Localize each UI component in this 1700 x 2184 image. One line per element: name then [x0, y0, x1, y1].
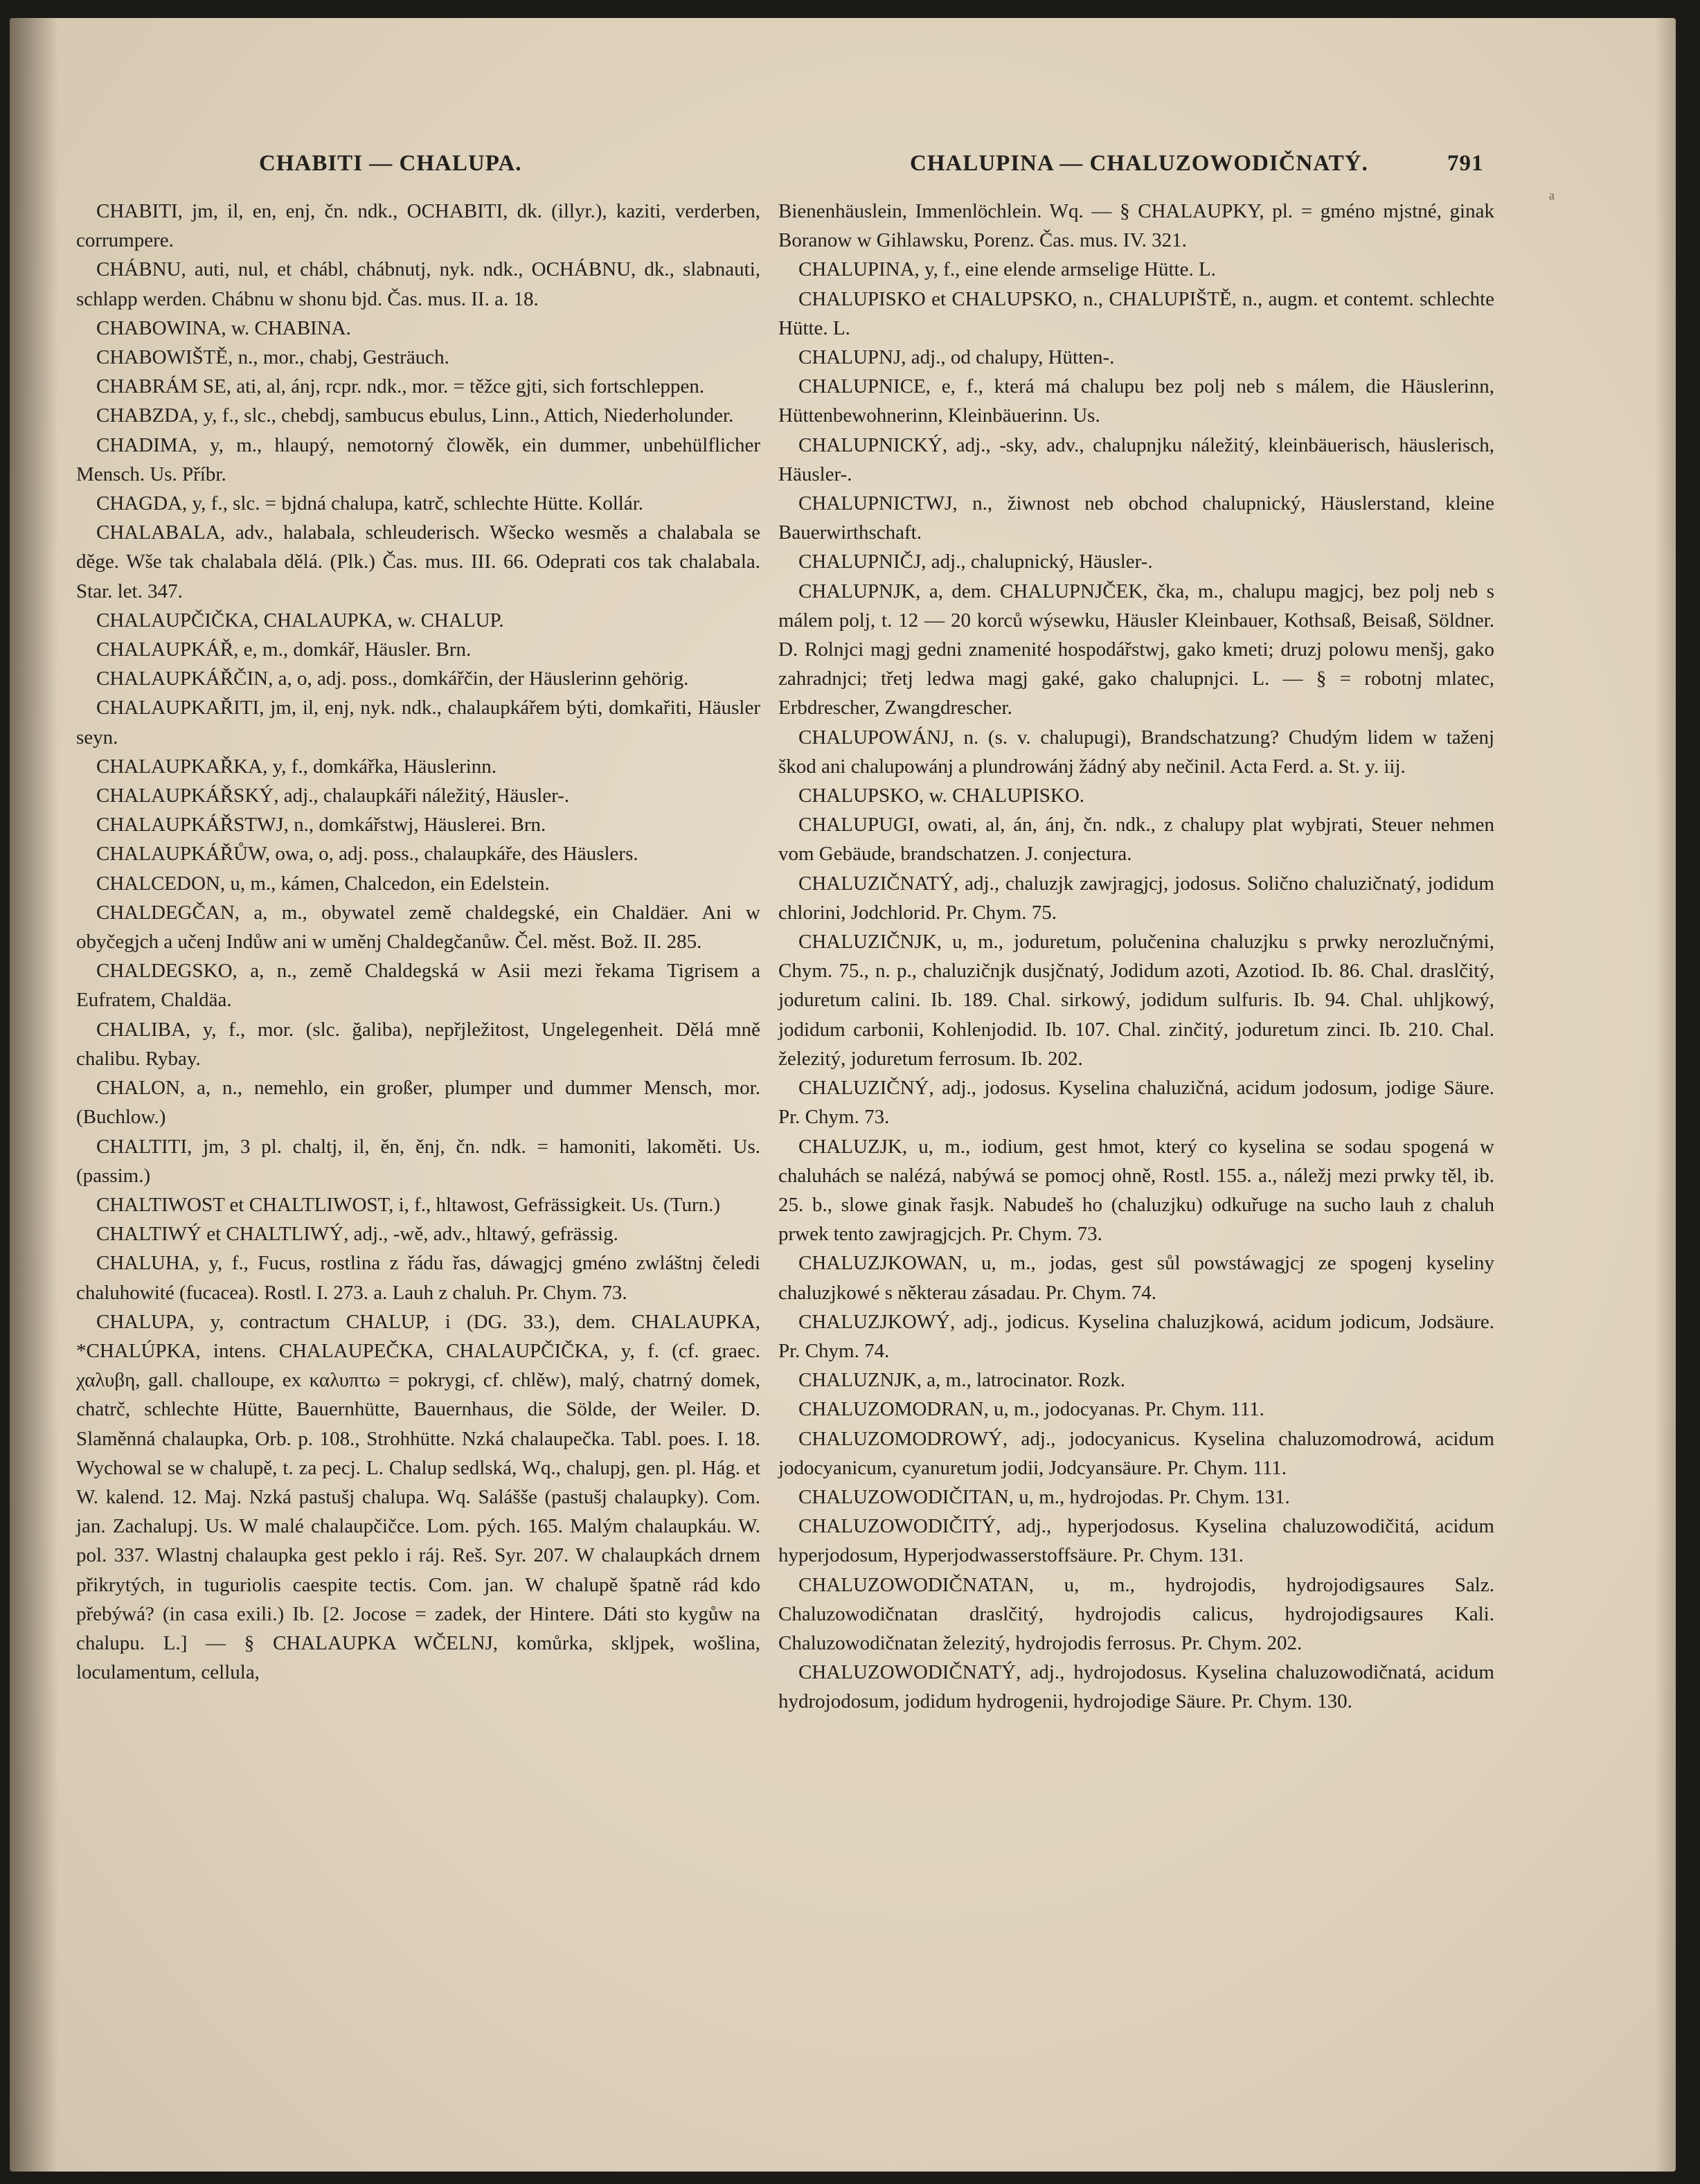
dictionary-entry: CHALUZNJK, a, m., latrocinator. Rozk.	[798, 1369, 1125, 1392]
edge-shadow	[1655, 18, 1676, 2172]
dictionary-entry: CHALUZIČNATÝ, adj., chaluzjk zawjragjcj, jodosus. Solično chaluzičnatý, jodidum chlorini, Jodchlorid. Pr. Chym. 75.	[778, 872, 1494, 924]
gutter-shadow	[10, 18, 58, 2172]
dictionary-entry: CHALTIWÝ et CHALTLIWÝ, adj., -wě, adv., hltawý, gefrässig.	[96, 1223, 618, 1246]
dictionary-entry: Bienenhäuslein, Immenlöchlein. Wq. — § CHALAUPKY, pl. = gméno mjstné, ginak Boranow w Gihlawsku, Porenz. Čas. mus. IV. 321.	[778, 200, 1494, 252]
dictionary-entry: CHALUZOMODROWÝ, adj., jodocyanicus. Kyselina chaluzomodrowá, acidum jodocyanicum, cyanuretum jodii, Jodcyansäure. Pr. Chym. 111.	[778, 1427, 1494, 1479]
dictionary-entry: CHAGDA, y, f., slc. = bjdná chalupa, katrč, schlechte Hütte. Kollár.	[96, 492, 644, 515]
dictionary-entry: CHALUPNJ, adj., od chalupy, Hütten-.	[798, 346, 1115, 369]
dictionary-entry: CHALTIWOST et CHALTLIWOST, i, f., hltawost, Gefrässigkeit. Us. (Turn.)	[96, 1193, 721, 1216]
dictionary-entry: CHALUPNIČJ, adj., chalupnický, Häusler-.	[798, 551, 1153, 573]
dictionary-entry: CHALON, a, n., nemehlo, ein großer, plumper und dummer Mensch, mor. (Buchlow.)	[76, 1077, 760, 1129]
dictionary-entry: CHALTITI, jm, 3 pl. chaltj, il, ěn, ěnj, čn. ndk. = hamoniti, lakoměti. Us. (passim.)	[76, 1135, 760, 1187]
right-column	[778, 197, 1494, 1717]
dictionary-entry: CHALUZIČNÝ, adj., jodosus. Kyselina chaluzičná, acidum jodosum, jodige Säure. Pr. Chym. 73.	[778, 1077, 1494, 1129]
dictionary-entry: CHALUZOMODRAN, u, m., jodocyanas. Pr. Chym. 111.	[798, 1398, 1264, 1421]
dictionary-entry: CHALUPISKO et CHALUPSKO, n., CHALUPIŠTĚ, n., augm. et contemt. schlechte Hütte. L.	[778, 287, 1494, 339]
dictionary-entry: CHALUZOWODIČNATÝ, adj., hydrojodosus. Kyselina chaluzowodičnatá, acidum hydrojodosum, jodidum hydrogenii, hydrojodige Säure. Pr. Chym. 130.	[778, 1661, 1494, 1713]
dictionary-entry: CHALAUPKÁŘČIN, a, o, adj. poss., domkářčin, der Häuslerinn gehörig.	[96, 668, 689, 690]
dictionary-entry: CHALDEGSKO, a, n., země Chaldegská w Asii mezi řekama Tigrisem a Eufratem, Chaldäa.	[76, 960, 760, 1012]
dictionary-entry: CHALUZOWODIČNATAN, u, m., hydrojodis, hydrojodigsaures Salz. Chaluzowodičnatan draslčitý, hydrojodis calicus, hydrojodigsaures Kali. Chaluzowodičnatan železitý, hydrojodis ferrosus. Pr. Chym. 202.	[778, 1573, 1494, 1654]
dictionary-entry: CHALAUPKÁŘŮW, owa, o, adj. poss., chalaupkáře, des Häuslers.	[96, 843, 638, 866]
dictionary-entry: CHABRÁM SE, ati, al, ánj, rcpr. ndk., mor. = těžce gjti, sich fortschleppen.	[96, 375, 705, 398]
dictionary-entry: CHALUPNICKÝ, adj., -sky, adv., chalupnjku náležitý, kleinbäuerisch, häuslerisch, Häusler-.	[778, 433, 1494, 485]
dictionary-entry: CHABOWIŠTĚ, n., mor., chabj, Gesträuch.	[96, 346, 449, 369]
dictionary-entry: CHALUPSKO, w. CHALUPISKO.	[798, 785, 1085, 807]
dictionary-entry: CHALUPUGI, owati, al, án, ánj, čn. ndk., z chalupy plat wybjrati, Steuer nehmen vom Gebäude, brandschatzen. J. conjectura.	[778, 814, 1494, 866]
dictionary-entry: CHALUPINA, y, f., eine elende armselige Hütte. L.	[798, 258, 1216, 281]
dictionary-entry: CHÁBNU, auti, nul, et chábl, chábnutj, nyk. ndk., OCHÁBNU, dk., slabnauti, schlapp werden. Chábnu w shonu bjd. Čas. mus. II. a. 18.	[76, 258, 760, 310]
dictionary-entry: CHALUZJK, u, m., iodium, gest hmot, který co kyselina se sodau spogená w chaluhách se nalézá, nabýwá se pomocj ohně, Rostl. 155. a., náležj mezi prwky těl, ib. 25. b., slowe ginak řasjk. Nabudeš ho (chaluzjku) odkuřuge na sucho lauh z chaluh prwek tento zawjragjcjch. Pr. Chym. 73.	[778, 1135, 1494, 1246]
dictionary-entry: CHALUZOWODIČITÝ, adj., hyperjodosus. Kyselina chaluzowodičitá, acidum hyperjodosum, Hyperjodwasserstoffsäure. Pr. Chym. 131.	[778, 1515, 1494, 1567]
left-column	[76, 197, 760, 1687]
running-head-left: CHABITI — CHALUPA.	[259, 151, 522, 176]
dictionary-entry: CHABOWINA, w. CHABINA.	[96, 316, 351, 339]
dictionary-entry: CHALAUPČIČKA, CHALAUPKA, w. CHALUP.	[96, 609, 504, 632]
dictionary-entry: CHALUZIČNJK, u, m., joduretum, polučenina chaluzjku s prwky nerozlučnými, Chym. 75., n. p., chaluzičnjk dusjčnatý, Jodidum azoti, Azotiod. Ib. 86. Chal. draslčitý, joduretum calini. Ib. 189. Chal. sirkowý, jodidum sulfuris. Ib. 94. Chal. uhljkowý, jodidum carbonii, Kohlenjodid. Ib. 107. Chal. zinčitý, joduretum zinci. Ib. 210. Chal. železitý, joduretum ferrosum. Ib. 202.	[778, 931, 1494, 1070]
dictionary-entry: CHABITI, jm, il, en, enj, čn. ndk., OCHABITI, dk. (illyr.), kaziti, verderben, corrumpere.	[76, 200, 760, 252]
running-head-right: CHALUPINA — CHALUZOWODIČNATÝ.	[910, 151, 1368, 176]
dictionary-entry: CHALAUPKÁŘSKÝ, adj., chalaupkáři náležitý, Häusler-.	[96, 785, 570, 807]
dictionary-entry: CHALAUPKAŘKA, y, f., domkářka, Häuslerinn.	[96, 755, 497, 778]
dictionary-entry: CHADIMA, y, m., hlaupý, nemotorný člowěk, ein dummer, unbehülflicher Mensch. Us. Příbr.	[76, 433, 760, 485]
dictionary-entry: CHALAUPKAŘITI, jm, il, enj, nyk. ndk., chalaupkářem býti, domkařiti, Häusler seyn.	[76, 697, 760, 749]
dictionary-entry: CHALUPNICTWJ, n., žiwnost neb obchod chalupnický, Häuslerstand, kleine Bauerwirthschaft.	[778, 492, 1494, 544]
dictionary-entry: CHALAUPKÁŘSTWJ, n., domkářstwj, Häuslerei. Brn.	[96, 814, 546, 836]
dictionary-entry: CHALUPA, y, contractum CHALUP, i (DG. 33.), dem. CHALAUPKA, *CHALÚPKA, intens. CHALAUPEČKA, CHALAUPČIČKA, y, f. (cf. graec. χαλυβη, gall. challoupe, ex καλυπτω = pokrygi, cf. chlěw), malý, chatrný domek, chatrč, schlechte Hütte, Bauernhütte, Bauernhaus, die Sölde, der Weiler. D. Slaměnná chalaupka, Orb. p. 108., Strohhütte. Nzká chalaupečka. Tabl. poes. I. 18. Wychowal se w chalupě, t. za pecj. L. Chalup sedlská, Wq., chalupj, gen. pl. Hág. et W. kalend. 12. Maj. Nzká pastušj chalupa. Wq. Salášše (pastušj chalaupky). Com. jan. Zachalupj. Us. W malé chalaupčičce. Lom. pých. 165. Malým chalaupkáu. W. pol. 337. Wlastnj chalaupka gest peklo i ráj. Reš. Syr. 207. W chalaupkách drnem přikrytých, in tuguriolis caespite tectis. Com. jan. W chalupě špatně rád kdo přebýwá? (in casa exili.) Ib. [2. Jocose = zadek, der Hintere. Dáti sto kygůw na chalupu. L.] — § CHALAUPKA WČELNJ, komůrka, skljpek, wošlina, loculamentum, cellula,	[76, 1310, 760, 1684]
page-number: 791	[1447, 151, 1484, 176]
margin-mark: a	[1549, 188, 1555, 202]
dictionary-entry: CHALIBA, y, f., mor. (slc. ğaliba), nepřjležitost, Ungelegenheit. Dělá mně chalibu. Rybay.	[76, 1018, 760, 1070]
dictionary-entry: CHALUPNJK, a, dem. CHALUPNJČEK, čka, m., chalupu magjcj, bez polj neb s málem polj, t. 12 — 20 korců wýsewku, Häusler Kleinbauer, Kothsaß, Beisaß, Söldner. D. Rolnjci magj gedni znamenité hospodářstwj, gako kmeti; druzj polowu menšj, gako zahradnjci; třetj ledwa magj gaké, gako chalupnjci. L. — § = robotnj mlatec, Erbdrescher, Zwangdrescher.	[778, 580, 1494, 719]
dictionary-entry: CHALUHA, y, f., Fucus, rostlina z řádu řas, dáwagjcj gméno zwláštnj čeledi chaluhowité (fucacea). Rostl. I. 273. a. Lauh z chaluh. Pr. Chym. 73.	[76, 1252, 760, 1304]
dictionary-entry: CHALCEDON, u, m., kámen, Chalcedon, ein Edelstein.	[96, 872, 550, 895]
dictionary-entry: CHALUZOWODIČITAN, u, m., hydrojodas. Pr. Chym. 131.	[798, 1485, 1290, 1508]
dictionary-entry: CHALUPOWÁNJ, n. (s. v. chalupugi), Brandschatzung? Chudým lidem w taženj škod ani chalupowánj a plundrowánj žádný aby nečinil. Acta Ferd. a. St. y. iij.	[778, 726, 1494, 778]
dictionary-page	[10, 18, 1676, 2172]
dictionary-entry: CHABZDA, y, f., slc., chebdj, sambucus ebulus, Linn., Attich, Niederholunder.	[96, 404, 734, 427]
dictionary-entry: CHALDEGČAN, a, m., obywatel země chaldegské, ein Chaldäer. Ani w obyčegjch a učenj Indůw ani w uměnj Chaldegčanůw. Čel. měst. Bož. II. 285.	[76, 901, 760, 954]
dictionary-entry: CHALABALA, adv., halabala, schleuderisch. Wšecko wesměs a chalabala se děge. Wše tak chalabala dělá. (Plk.) Čas. mus. III. 66. Odeprati cos tak chalabala. Star. let. 347.	[76, 521, 760, 602]
dictionary-entry: CHALUPNICE, e, f., která má chalupu bez polj neb s málem, die Häuslerinn, Hüttenbewohnerinn, Kleinbäuerinn. Us.	[778, 375, 1494, 427]
dictionary-entry: CHALUZJKOWAN, u, m., jodas, gest sůl powstáwagjcj ze spogenj kyseliny chaluzjkowé s některau zásadau. Pr. Chym. 74.	[778, 1252, 1494, 1304]
dictionary-entry: CHALUZJKOWÝ, adj., jodicus. Kyselina chaluzjkowá, acidum jodicum, Jodsäure. Pr. Chym. 74.	[778, 1310, 1494, 1362]
dictionary-entry: CHALAUPKÁŘ, e, m., domkář, Häusler. Brn.	[96, 638, 472, 661]
